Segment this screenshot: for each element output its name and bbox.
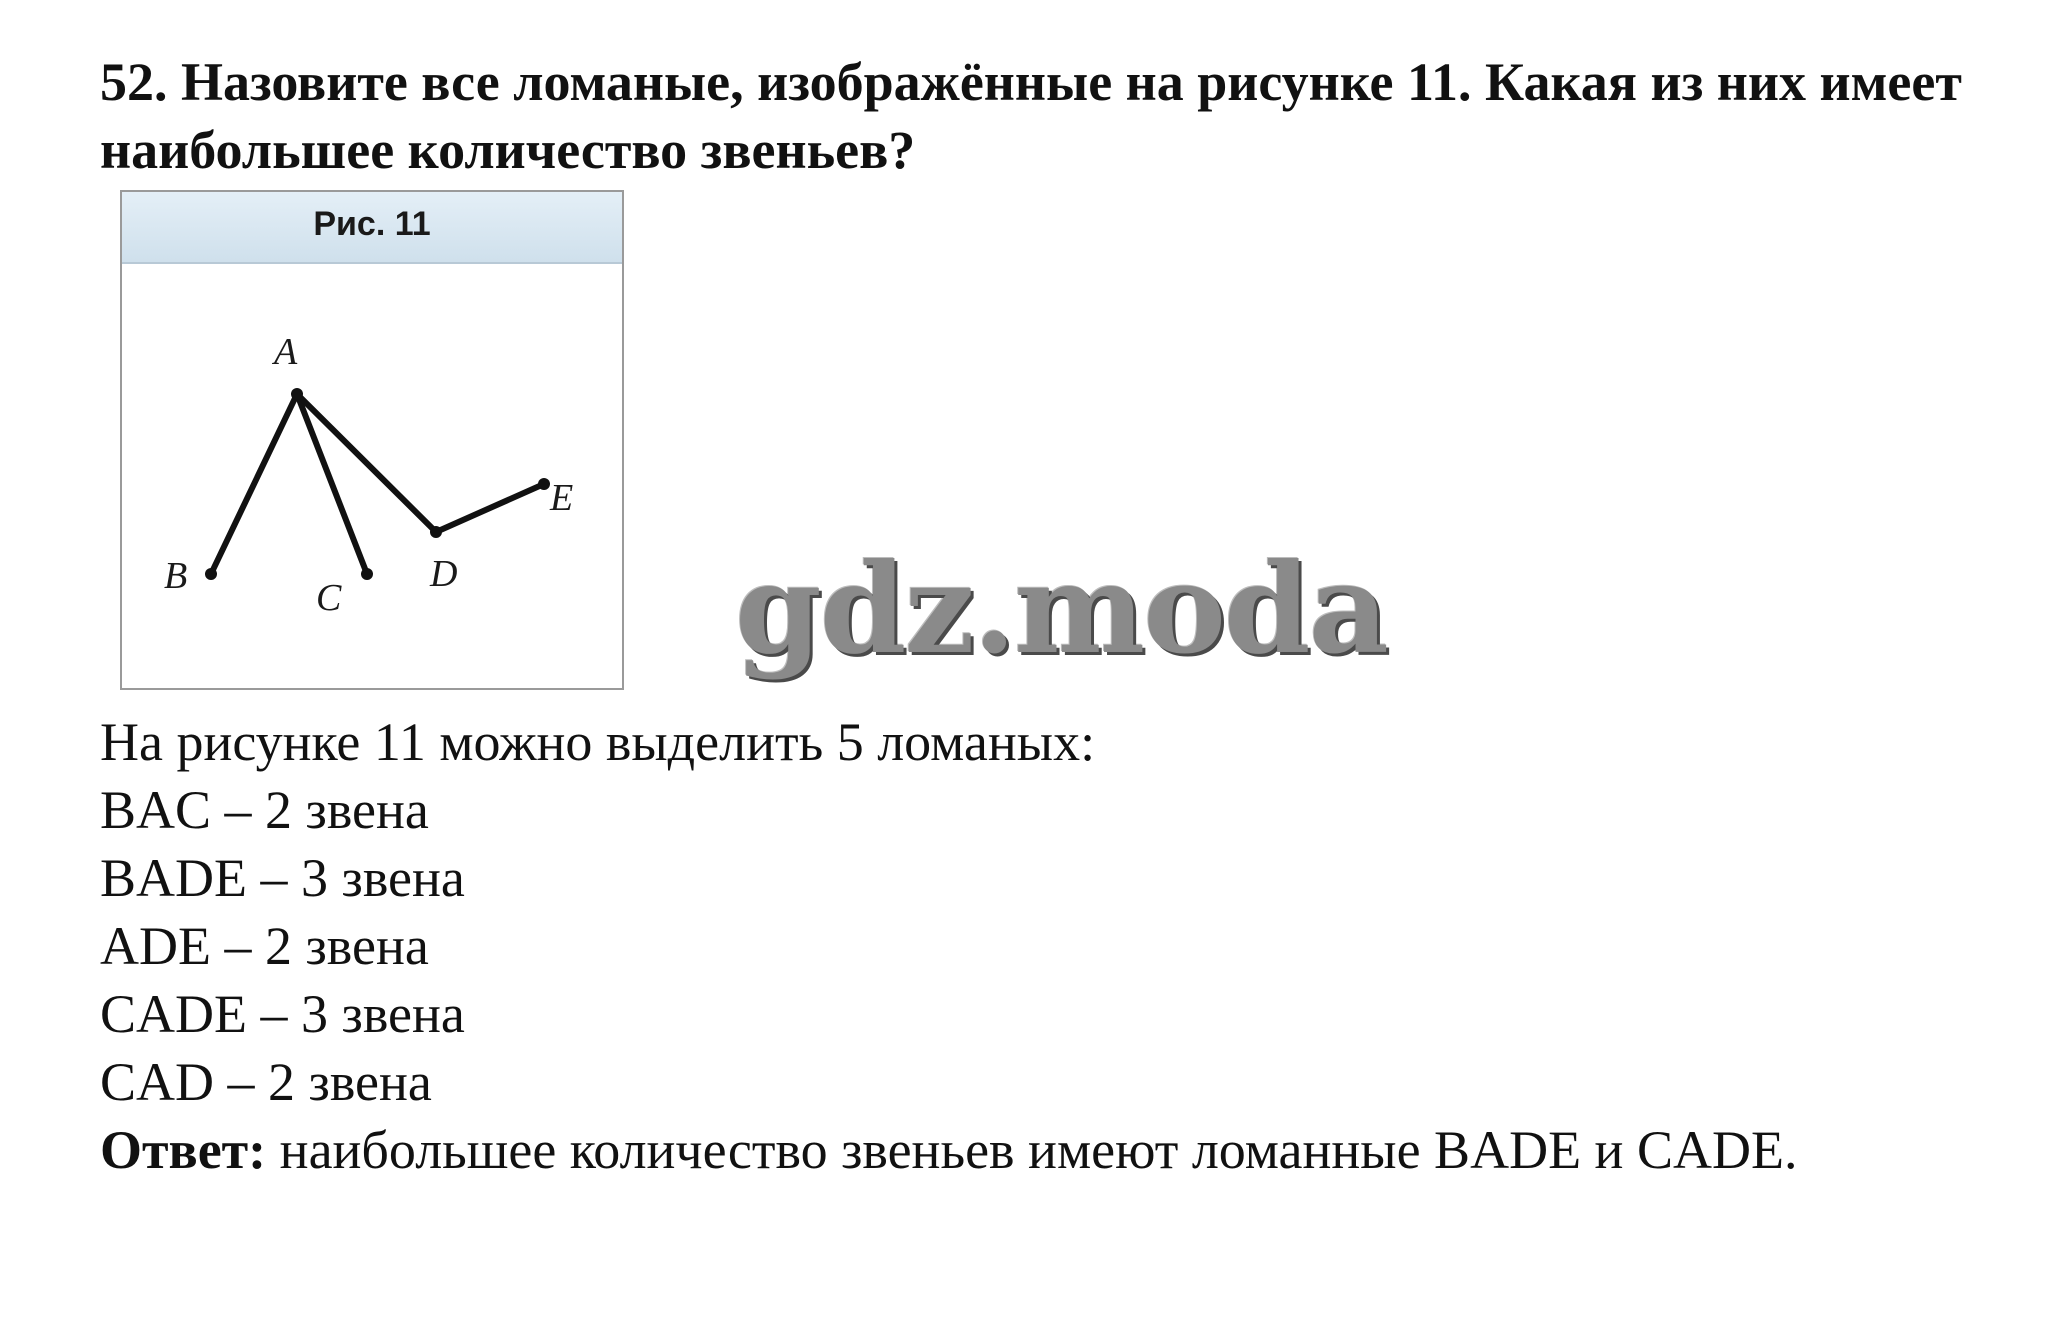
answer-line <box>100 1116 2040 1184</box>
label-d: D <box>430 553 458 595</box>
watermark: gdz.moda <box>735 537 1387 682</box>
label-b: B <box>164 555 188 597</box>
solution-line: ADE – 2 звена <box>100 916 429 976</box>
solution-line: CADE – 3 звена <box>100 984 465 1044</box>
point-b <box>205 568 217 580</box>
question-text: 52. Назовите все ломаные, изображённые на рисунке 11. Какая из них имеет наибольшее количество звеньев? <box>100 52 1962 180</box>
label-a: A <box>274 331 298 373</box>
point-e <box>538 478 550 490</box>
polyline-drawing <box>122 192 622 688</box>
solution-line: CAD – 2 звена <box>100 1052 432 1112</box>
solution-line: BAC – 2 звена <box>100 780 429 840</box>
label-c: C <box>316 577 342 619</box>
label-e: E <box>550 477 574 519</box>
answer-text: наибольшее количество звеньев имеют ломанные BADE и CADE. <box>266 1120 1798 1180</box>
solution-line: BADE – 3 звена <box>100 848 465 908</box>
segment-ad <box>297 394 436 532</box>
point-c <box>361 568 373 580</box>
figure-title: Рис. 11 <box>122 192 622 264</box>
point-a <box>291 388 303 400</box>
segment-de <box>436 484 544 532</box>
segment-ab <box>211 394 297 574</box>
answer-label: Ответ: <box>100 1120 267 1180</box>
solution-block <box>100 708 2040 1184</box>
solution-intro: На рисунке 11 можно выделить 5 ломаных: <box>100 712 1096 772</box>
figure-11 <box>120 190 624 690</box>
segment-ac <box>297 394 367 574</box>
point-d <box>430 526 442 538</box>
